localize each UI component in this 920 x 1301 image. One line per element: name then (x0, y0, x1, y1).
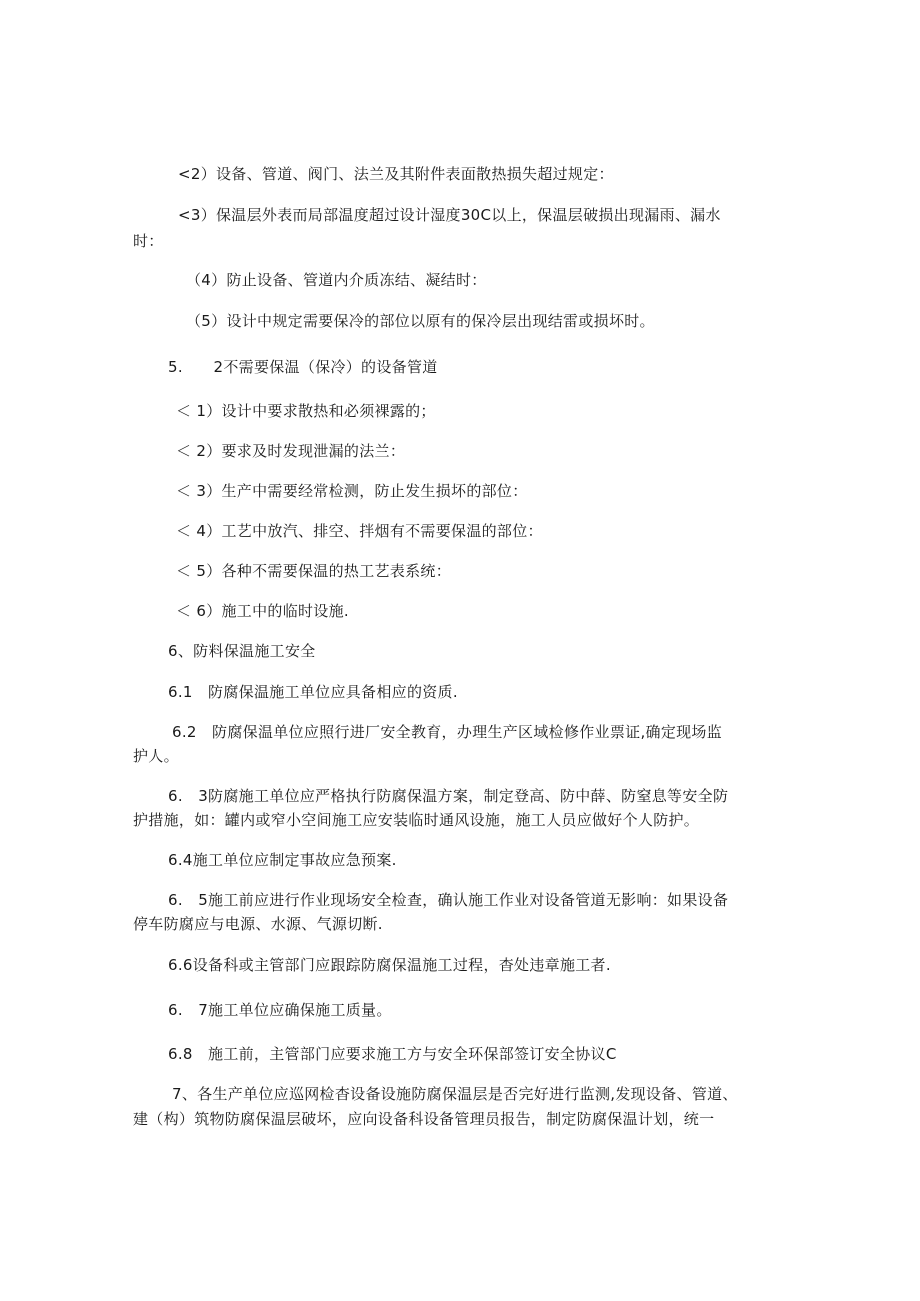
text-line: 6.8 施工前，主管部门应要求施工方与安全环保部签订安全协议C (168, 1045, 617, 1063)
text-line: （5）设计中规定需要保冷的部位以原有的保冷层出现结雷或损坏时。 (186, 312, 655, 330)
text-line: 6. 7施工单位应确保施工质量。 (168, 1001, 392, 1019)
text-line: 6.2 防腐保温单位应照行进厂安全教育，办理生产区域检修作业票证,确定现场监 (172, 723, 723, 741)
list-item: ＜ 5）各种不需要保温的热工艺表系统： (176, 562, 452, 580)
text-line: 6.1 防腐保温施工单位应具备相应的资质. (168, 683, 458, 701)
list-item: ＜ 2）要求及时发现泄漏的法兰： (176, 442, 406, 460)
text-line: 停车防腐应与电源、水源、气源切断. (133, 915, 383, 933)
list-item: ＜ 6）施工中的临时设施. (176, 602, 349, 620)
text-line: 时： (133, 232, 164, 250)
text-line: 建（构）筑物防腐保温层破坏，应向设备科设备管理员报告，制定防腐保温计划，统一 (133, 1110, 715, 1128)
text-line: 护人。 (133, 747, 179, 765)
text-line: 6. 3防腐施工单位应严格执行防腐保温方案，制定登高、防中薛、防窒息等安全防 (168, 787, 729, 805)
text-line: 6.4施工单位应制定事故应急预案. (168, 851, 397, 869)
text-line: 6. 5施工前应进行作业现场安全检查，确认施工作业对设备管道无影响：如果设备 (168, 891, 729, 909)
list-item: ＜ 4）工艺中放汽、排空、拌烟有不需要保温的部位： (176, 522, 543, 540)
text-line: <2）设备、管道、阀门、法兰及其附件表面散热损失超过规定： (178, 165, 614, 183)
text-line: 7、各生产单位应巡网检杳设备设施防腐保温层是否完好进行监测,发现设备、管道、 (172, 1085, 738, 1103)
list-item: ＜ 1）设计中要求散热和必须裸露的； (176, 402, 436, 420)
text-line: （4）防止设备、管道内介质冻结、凝结时： (186, 271, 487, 289)
text-line: <3）保温层外表而局部温度超过设计湿度30C以上，保温层破损出现漏雨、漏水 (178, 206, 721, 224)
list-item: ＜ 3）生产中需要经常检测，防止发生损坏的部位： (176, 482, 528, 500)
text-line: 护措施，如：罐内或窄小空间施工应安装临时通风设施，施工人员应做好个人防护。 (133, 811, 700, 829)
section-heading: 5. 2不需要保温（保冷）的设备管道 (168, 358, 438, 376)
section-heading: 6、防料保温施工安全 (168, 642, 316, 660)
text-line: 6.6设备科或主管部门应跟踪防腐保温施工过程，杳处违章施工者. (168, 956, 611, 974)
